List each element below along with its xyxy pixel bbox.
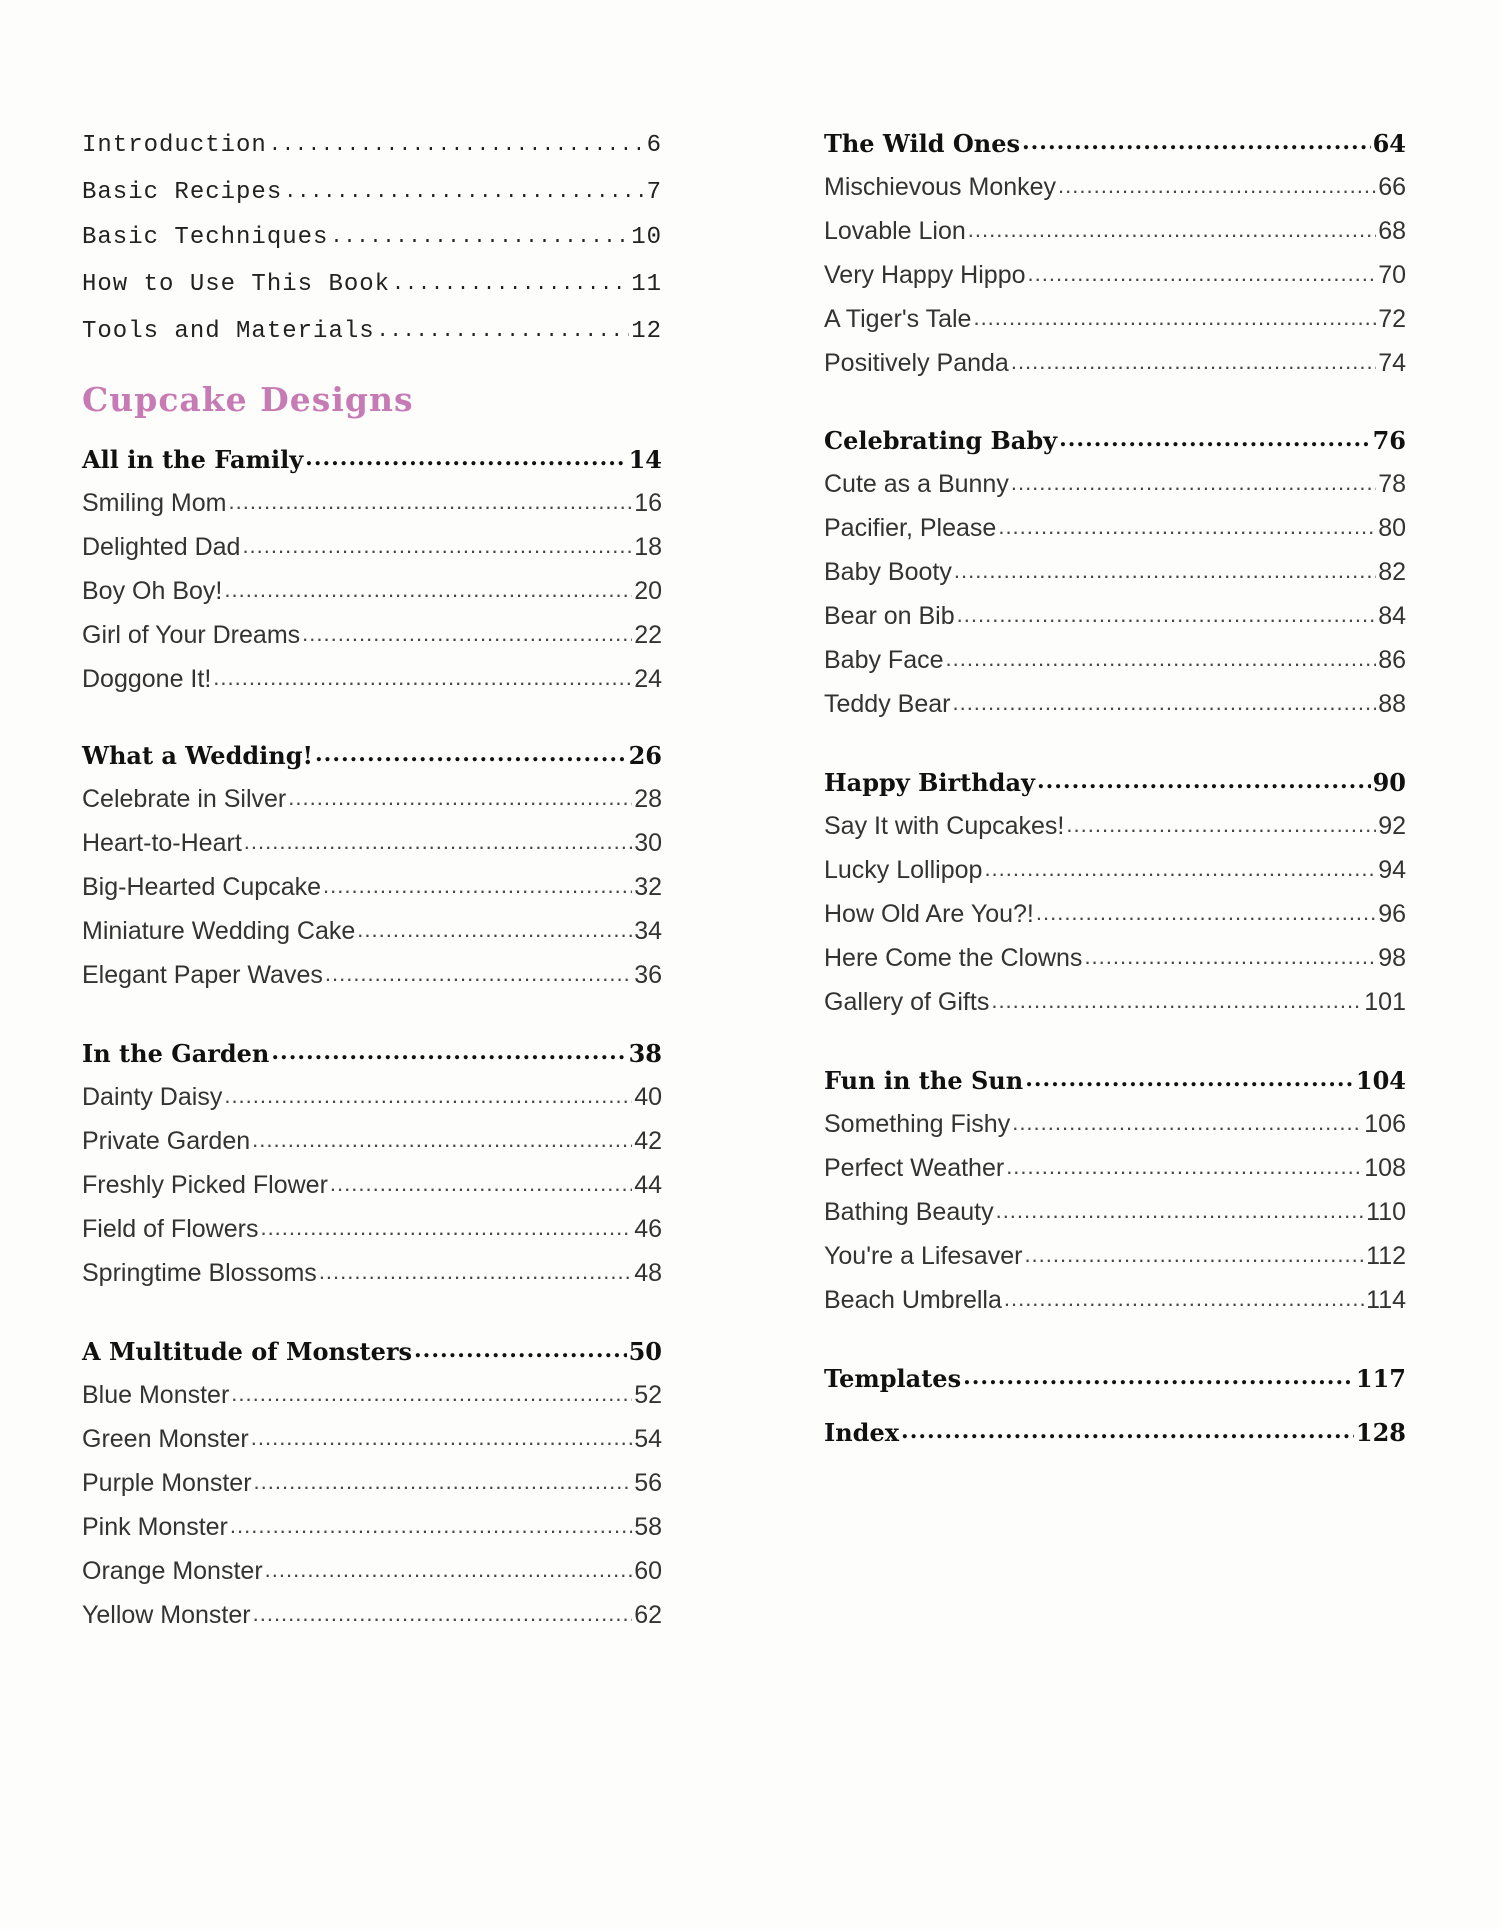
part-title: Cupcake Designs [82, 380, 414, 419]
dot-leader [1066, 812, 1376, 848]
toc-entry [82, 821, 662, 865]
entry-title: Miniature Wedding Cake [82, 916, 356, 945]
page-number: 74 [1378, 348, 1406, 377]
toc-entry [824, 594, 1406, 638]
toc-entry [82, 1207, 662, 1251]
page-number: 7 [646, 178, 662, 206]
entry-title: Beach Umbrella [824, 1285, 1002, 1314]
page-number: 58 [634, 1512, 662, 1541]
dot-leader [377, 320, 630, 353]
entry-title: Bear on Bib [824, 601, 955, 630]
front-matter-entry [82, 123, 662, 167]
entry-title: Very Happy Hippo [824, 260, 1026, 289]
page-number: 117 [1355, 1363, 1406, 1393]
entry-title: Orange Monster [82, 1556, 263, 1585]
entry-title: Doggone It! [82, 664, 212, 693]
entry-title: Basic Techniques [82, 223, 329, 251]
page-number: 10 [631, 223, 662, 251]
dot-leader [323, 873, 632, 909]
dot-leader [325, 961, 632, 997]
dot-leader [254, 1469, 633, 1505]
page-number: 46 [634, 1214, 662, 1243]
entry-title: Field of Flowers [82, 1214, 259, 1243]
entry-title: A Multitude of Monsters [82, 1336, 412, 1366]
entry-title: Basic Recipes [82, 178, 283, 206]
toc-entry [824, 1146, 1406, 1190]
entry-title: Mischievous Monkey [824, 172, 1057, 201]
entry-title: Templates [824, 1363, 962, 1393]
page-number: 24 [634, 664, 662, 693]
entry-title: Smiling Mom [82, 488, 227, 517]
page-number: 86 [1378, 645, 1406, 674]
entry-title: Lucky Lollipop [824, 855, 983, 884]
dot-leader [230, 1513, 632, 1549]
dot-leader [954, 558, 1376, 594]
entry-title: Celebrating Baby [824, 425, 1058, 455]
entry-title: Dainty Daisy [82, 1082, 223, 1111]
entry-title: Pink Monster [82, 1512, 228, 1541]
entry-title: Cute as a Bunny [824, 469, 1009, 498]
toc-entry [82, 865, 662, 909]
entry-title: How Old Are You?! [824, 899, 1034, 928]
toc-entry [824, 682, 1406, 726]
toc-entry [82, 1373, 662, 1417]
toc-entry [824, 1278, 1406, 1322]
page-number: 32 [634, 872, 662, 901]
toc-entry [82, 777, 662, 821]
page-number: 98 [1378, 943, 1406, 972]
toc-entry [82, 481, 662, 525]
page-number: 94 [1378, 855, 1406, 884]
dot-leader [392, 273, 629, 306]
dot-leader [224, 577, 632, 613]
page-number: 14 [628, 444, 662, 474]
entry-title: Introduction [82, 131, 267, 159]
entry-title: Green Monster [82, 1424, 249, 1453]
page-number: 38 [628, 1038, 662, 1068]
dot-leader [1059, 426, 1371, 462]
dot-leader [269, 134, 645, 167]
toc-entry [824, 804, 1406, 848]
toc-entry [824, 253, 1406, 297]
page-number: 40 [634, 1082, 662, 1111]
page-number: 18 [634, 532, 662, 561]
section-heading [824, 1356, 1406, 1400]
entry-title: Pacifier, Please [824, 513, 997, 542]
page-number: 50 [628, 1336, 662, 1366]
toc-entry [824, 980, 1406, 1024]
dot-leader [1011, 349, 1376, 385]
entry-title: The Wild Ones [824, 128, 1020, 158]
entry-title: Lovable Lion [824, 216, 966, 245]
toc-entry [824, 506, 1406, 550]
toc-entry [82, 569, 662, 613]
toc-entry [82, 1505, 662, 1549]
page-number: 42 [634, 1126, 662, 1155]
dot-leader [253, 1601, 633, 1637]
entry-title: Tools and Materials [82, 317, 375, 345]
toc-entry [82, 1251, 662, 1295]
page-number: 30 [634, 828, 662, 857]
entry-title: What a Wedding! [82, 740, 314, 770]
page-number: 90 [1372, 767, 1406, 797]
entry-title: Bathing Beauty [824, 1197, 994, 1226]
entry-title: Happy Birthday [824, 767, 1035, 797]
entry-title: Teddy Bear [824, 689, 951, 718]
dot-leader [305, 445, 626, 481]
dot-leader [973, 305, 1376, 341]
dot-leader [984, 856, 1376, 892]
dot-leader [271, 1039, 626, 1075]
page-number: 26 [628, 740, 662, 770]
dot-leader [319, 1259, 632, 1295]
section-heading [824, 1058, 1406, 1102]
section-heading [82, 437, 662, 481]
page-number: 6 [646, 131, 662, 159]
front-matter-entry [82, 215, 662, 259]
entry-title: Celebrate in Silver [82, 784, 287, 813]
page-number: 114 [1366, 1285, 1406, 1314]
toc-entry [824, 638, 1406, 682]
dot-leader [1012, 1110, 1362, 1146]
dot-leader [330, 1171, 632, 1207]
page-number: 128 [1355, 1417, 1406, 1447]
dot-leader [252, 1127, 632, 1163]
entry-title: Girl of Your Dreams [82, 620, 301, 649]
dot-leader [265, 1557, 633, 1593]
toc-entry [824, 550, 1406, 594]
page-number: 101 [1364, 987, 1406, 1016]
page-number: 106 [1364, 1109, 1406, 1138]
page-number: 78 [1378, 469, 1406, 498]
page-number: 60 [634, 1556, 662, 1585]
toc-entry [824, 1190, 1406, 1234]
page-number: 44 [634, 1170, 662, 1199]
entry-title: Positively Panda [824, 348, 1009, 377]
dot-leader [1084, 944, 1376, 980]
dot-leader [991, 988, 1362, 1024]
dot-leader [284, 181, 644, 214]
toc-entry [82, 1593, 662, 1637]
dot-leader [901, 1418, 1354, 1454]
toc-entry [824, 848, 1406, 892]
dot-leader [968, 217, 1376, 253]
page-number: 76 [1372, 425, 1406, 455]
page-number: 52 [634, 1380, 662, 1409]
toc-entry [82, 613, 662, 657]
dot-leader [1025, 1066, 1354, 1102]
entry-title: Baby Face [824, 645, 944, 674]
dot-leader [963, 1364, 1354, 1400]
entry-title: How to Use This Book [82, 270, 391, 298]
section-heading [82, 733, 662, 777]
toc-entry [824, 936, 1406, 980]
page-number: 66 [1378, 172, 1406, 201]
section-heading [824, 121, 1406, 165]
entry-title: Boy Oh Boy! [82, 576, 223, 605]
page-number: 64 [1372, 128, 1406, 158]
section-heading [82, 1031, 662, 1075]
dot-leader [242, 533, 632, 569]
page-number: 62 [634, 1600, 662, 1629]
entry-title: Purple Monster [82, 1468, 252, 1497]
page-number: 70 [1378, 260, 1406, 289]
dot-leader [302, 621, 632, 657]
page-number: 96 [1378, 899, 1406, 928]
toc-entry [824, 297, 1406, 341]
page-number: 11 [631, 270, 662, 298]
toc-entry [82, 953, 662, 997]
dot-leader [1004, 1286, 1364, 1322]
entry-title: Perfect Weather [824, 1153, 1005, 1182]
entry-title: Gallery of Gifts [824, 987, 990, 1016]
page-number: 112 [1366, 1241, 1406, 1270]
dot-leader [1022, 129, 1371, 165]
toc-entry [82, 1461, 662, 1505]
page-number: 12 [631, 317, 662, 345]
entry-title: Yellow Monster [82, 1600, 251, 1629]
dot-leader [957, 602, 1377, 638]
dot-leader [228, 489, 632, 525]
page-number: 34 [634, 916, 662, 945]
dot-leader [946, 646, 1377, 682]
dot-leader [213, 665, 632, 701]
entry-title: Springtime Blossoms [82, 1258, 317, 1287]
toc-entry [82, 1075, 662, 1119]
entry-title: Big-Hearted Cupcake [82, 872, 322, 901]
entry-title: A Tiger's Tale [824, 304, 972, 333]
dot-leader [1011, 470, 1376, 506]
section-heading [824, 418, 1406, 462]
page-number: 48 [634, 1258, 662, 1287]
page-number: 16 [634, 488, 662, 517]
page-number: 20 [634, 576, 662, 605]
toc-entry [824, 341, 1406, 385]
dot-leader [244, 829, 632, 865]
page-number: 22 [634, 620, 662, 649]
dot-leader [414, 1337, 627, 1373]
entry-title: Fun in the Sun [824, 1065, 1024, 1095]
toc-entry [824, 1234, 1406, 1278]
page-number: 56 [634, 1468, 662, 1497]
entry-title: Delighted Dad [82, 532, 241, 561]
page-number: 104 [1355, 1065, 1406, 1095]
entry-title: Say It with Cupcakes! [824, 811, 1065, 840]
page-number: 54 [634, 1424, 662, 1453]
toc-entry [824, 892, 1406, 936]
page-number: 108 [1364, 1153, 1406, 1182]
toc-entry [82, 1119, 662, 1163]
page-number: 68 [1378, 216, 1406, 245]
toc-entry [82, 1549, 662, 1593]
section-heading [824, 1410, 1406, 1454]
page-number: 92 [1378, 811, 1406, 840]
entry-title: Blue Monster [82, 1380, 230, 1409]
page-number: 110 [1366, 1197, 1406, 1226]
dot-leader [998, 514, 1376, 550]
toc-entry [824, 209, 1406, 253]
page-number: 88 [1378, 689, 1406, 718]
toc-entry [82, 657, 662, 701]
entry-title: Baby Booty [824, 557, 952, 586]
dot-leader [1028, 261, 1377, 297]
page-number: 84 [1378, 601, 1406, 630]
section-heading [82, 1329, 662, 1373]
entry-title: Private Garden [82, 1126, 251, 1155]
dot-leader [288, 785, 632, 821]
toc-entry [82, 909, 662, 953]
front-matter-entry [82, 170, 662, 214]
dot-leader [996, 1198, 1365, 1234]
entry-title: Something Fishy [824, 1109, 1011, 1138]
dot-leader [224, 1083, 632, 1119]
front-matter-entry [82, 309, 662, 353]
dot-leader [251, 1425, 632, 1461]
section-heading [824, 760, 1406, 804]
page-number: 36 [634, 960, 662, 989]
dot-leader [1036, 900, 1376, 936]
page-number: 28 [634, 784, 662, 813]
dot-leader [952, 690, 1376, 726]
entry-title: Freshly Picked Flower [82, 1170, 328, 1199]
toc-entry [82, 1417, 662, 1461]
dot-leader [260, 1215, 632, 1251]
toc-entry [824, 165, 1406, 209]
page-number: 82 [1378, 557, 1406, 586]
page-number: 72 [1378, 304, 1406, 333]
entry-title: Elegant Paper Waves [82, 960, 323, 989]
toc-entry [82, 1163, 662, 1207]
dot-leader [315, 741, 627, 777]
dot-leader [1006, 1154, 1362, 1190]
dot-leader [330, 226, 629, 259]
page-number: 80 [1378, 513, 1406, 542]
toc-entry [82, 525, 662, 569]
front-matter-entry [82, 262, 662, 306]
dot-leader [357, 917, 632, 953]
dot-leader [1037, 768, 1371, 804]
toc-entry [824, 462, 1406, 506]
toc-entry [824, 1102, 1406, 1146]
entry-title: Heart-to-Heart [82, 828, 242, 857]
entry-title: All in the Family [82, 444, 304, 474]
dot-leader [231, 1381, 632, 1417]
entry-title: You're a Lifesaver [824, 1241, 1023, 1270]
entry-title: Here Come the Clowns [824, 943, 1083, 972]
dot-leader [1024, 1242, 1364, 1278]
entry-title: In the Garden [82, 1038, 270, 1068]
dot-leader [1058, 173, 1376, 209]
entry-title: Index [824, 1417, 900, 1447]
